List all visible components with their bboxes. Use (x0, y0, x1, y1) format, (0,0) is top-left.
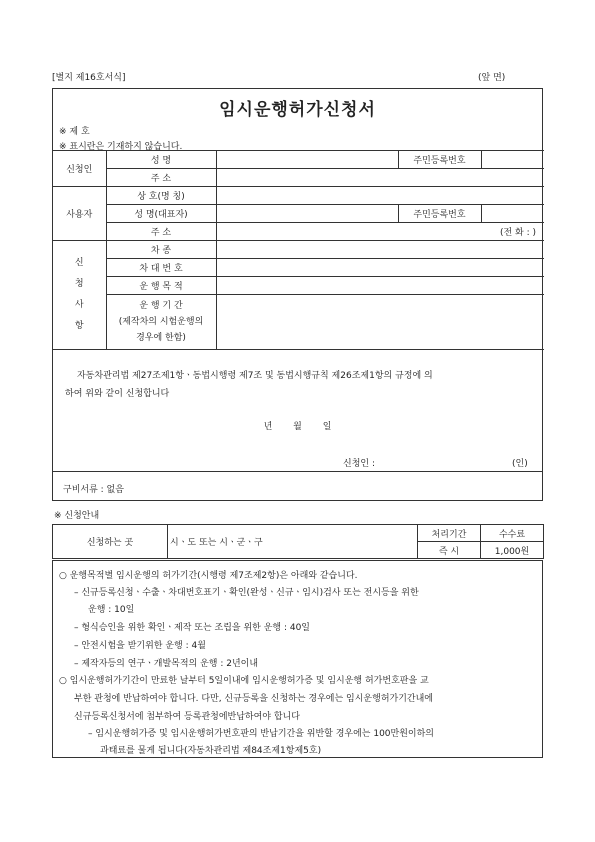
user-address-label: 주 소 (106, 223, 216, 241)
seal-mark: (인) (512, 459, 528, 469)
instruction-line: 운행 : 10일 (88, 605, 135, 615)
processing-period-header: 처리기간 (418, 525, 481, 542)
processing-period-value: 즉 시 (418, 542, 481, 559)
form-title: 임시운행허가신청서 (219, 100, 376, 120)
applicant-rrn-field[interactable] (481, 151, 544, 169)
instruction-line: 과태료를 물게 됩니다(자동차관리법 제84조제1항제5호) (100, 746, 322, 756)
period-label (106, 295, 216, 350)
instruction-line: – 신규등록신청ㆍ수출ㆍ차대번호표기ㆍ확인(완성ㆍ신규ㆍ임시)검사 또는 전시등을 위한 (74, 588, 419, 598)
instruction-line: ○ 운행목적별 임시운행의 허가기간(시행령 제7조제2항)은 아래와 같습니다. (59, 571, 358, 581)
application-form (52, 88, 543, 501)
purpose-label: 운 행 목 적 (106, 277, 216, 295)
purpose-field[interactable] (216, 277, 544, 295)
period-label-line: 운 행 기 간 (139, 301, 183, 311)
applicant-name-label: 성 명 (106, 151, 216, 169)
vehicle-number-label: 차 대 번 호 (106, 259, 216, 277)
applicant-address-field[interactable] (216, 169, 544, 187)
application-section-char: 청 (74, 279, 84, 289)
applicant-rrn-label: 주민등록번호 (398, 151, 481, 169)
applicant-section-label: 신청인 (53, 151, 106, 187)
application-section-char: 사 (74, 300, 84, 310)
instruction-line: – 임시운행허가증 및 임시운행허가번호판의 반납기간을 위반할 경우에는 100만원이하의 (88, 729, 434, 739)
user-company-field[interactable] (216, 187, 544, 205)
form-number: [별지 제16호서식] (52, 73, 126, 83)
page-side-label: (앞 면) (478, 73, 506, 83)
application-table (53, 150, 544, 350)
required-documents: 구비서류 : 없음 (63, 485, 124, 495)
receipt-number-label: ※ 제 호 (59, 127, 90, 137)
period-label-line: (제작차의 시험운행의 (118, 317, 204, 327)
application-section-char: 항 (74, 321, 84, 331)
instruction-line: 부한 관청에 반납하여야 합니다. 다만, 신규등록을 신청하는 경우에는 임시운행허가기간내에 (74, 694, 433, 704)
declaration-line: 자동차관리법 제27조제1항ㆍ동법시행령 제7조 및 동법시행규칙 제26조제1항의 규정에 의 (77, 371, 433, 381)
where-label: 신청하는 곳 (53, 525, 168, 559)
instruction-line: ○ 임시운행허가기간이 만료한 날부터 5일이내에 임시운행허가증 및 임시운행 허가번호판을 교 (59, 676, 429, 686)
where-value: 시ㆍ도 또는 시ㆍ군ㆍ구 (168, 525, 418, 559)
user-rep-field[interactable] (216, 205, 398, 223)
period-field[interactable] (216, 295, 544, 350)
applicant-signature-label: 신청인 : (343, 459, 375, 469)
vehicle-number-field[interactable] (216, 259, 544, 277)
fee-header: 수수료 (481, 525, 544, 542)
application-section-label (53, 241, 106, 350)
vehicle-type-field[interactable] (216, 241, 544, 259)
user-address-field[interactable] (216, 223, 544, 241)
guide-table (52, 524, 544, 559)
declaration-text (65, 367, 535, 403)
period-label-line: 경우에 한함) (136, 333, 186, 343)
applicant-address-label: 주 소 (106, 169, 216, 187)
application-date: 년 월 일 (263, 422, 332, 432)
declaration-line: 하여 위와 같이 신청합니다 (65, 389, 170, 399)
user-company-label: 상 호(명 칭) (106, 187, 216, 205)
user-rrn-field[interactable] (481, 205, 544, 223)
instruction-line: – 제작자등의 연구ㆍ개발목적의 운행 : 2년이내 (74, 659, 259, 669)
user-section-label: 사용자 (53, 187, 106, 241)
instructions-box (52, 560, 543, 758)
instruction-line: – 안전시험을 받기위한 운행 : 4월 (74, 641, 206, 651)
guide-title: ※ 신청안내 (54, 511, 100, 521)
user-rrn-label: 주민등록번호 (398, 205, 481, 223)
applicant-name-field[interactable] (216, 151, 398, 169)
divider (53, 471, 542, 472)
shaded-note: ※ 표시란은 기재하지 않습니다. (59, 142, 183, 152)
user-rep-label: 성 명(대표자) (106, 205, 216, 223)
instruction-line: 신규등록신청서에 첨부하여 등록관청에반납하여야 합니다 (74, 712, 300, 722)
application-section-char: 신 (74, 258, 84, 268)
instruction-line: – 형식승인을 위한 확인ㆍ제작 또는 조립을 위한 운행 : 40일 (74, 623, 311, 633)
user-phone-label: (전 화 : ) (499, 228, 536, 238)
vehicle-type-label: 차 종 (106, 241, 216, 259)
fee-value: 1,000원 (481, 542, 544, 559)
